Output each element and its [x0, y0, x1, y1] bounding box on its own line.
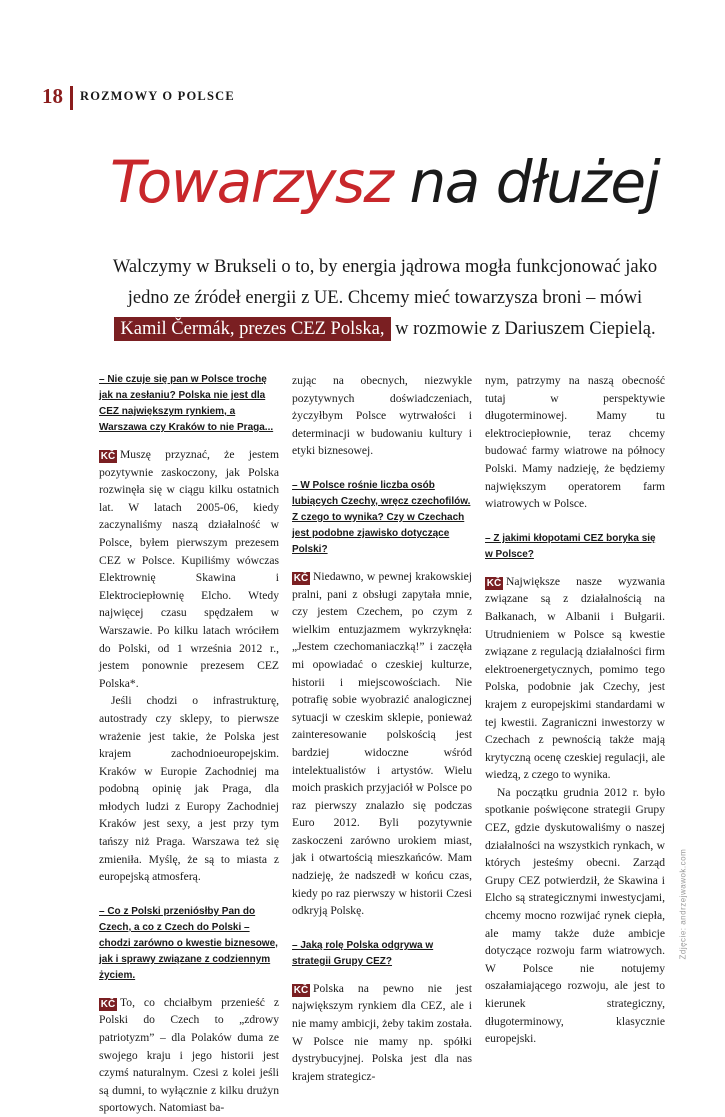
- photo-credit-text: Zdjęcie: andrzejwawok.com: [678, 848, 688, 960]
- answer-4-paragraph: [292, 980, 472, 1086]
- article-column-3: [485, 372, 665, 1048]
- column-gap: [485, 513, 665, 531]
- column-gap: [292, 920, 472, 938]
- answer-3-paragraph: [292, 568, 472, 920]
- headline-part-1: Towarzysz: [110, 148, 393, 216]
- answer-4-text: Polska na pewno nie jest największym rynkiem dla CEZ, ale i nie mamy ambicji, żeby takim została. W Polsce nie mamy np. spółki dystrybucyjnej. Polska jest dla nas krajem strategicz-: [292, 981, 472, 1083]
- lead-line-3-rest: w rozmowie z Dariuszem Ciepielą.: [390, 319, 656, 339]
- lead-line-1: Walczymy w Brukseli o to, by energia jądrowa mogła funkcjonować jako: [112, 257, 658, 277]
- question-5: – Z jakimi kłopotami CEZ boryka się w Polsce?: [485, 532, 656, 560]
- answer-1-paragraph-2: Jeśli chodzi o infrastrukturę, autostrady czy sklepy, to pierwsze wrażenie jest takie, że Polska jest krajem zachodnioeuropejskim. Kraków w Europie Zachodniej ma podobną opinię jak Praga, dla młodych ludzi z Europy Zachodniej Kraków jest sexy, a jest przy tym tańszy niż Praga. Warszawa też się zmieniła. Myślę, że są to miasta z europejską atmosferą.: [99, 694, 279, 884]
- header-divider: [70, 86, 73, 110]
- answer-1-paragraph-1: [99, 446, 279, 692]
- photo-credit: [676, 830, 688, 960]
- article-column-1: [99, 372, 279, 1117]
- page-header: [30, 82, 694, 112]
- answer-3-text: Niedawno, w pewnej krakowskiej pralni, pani z obsługi zapytała mnie, czy jestem Czechem, po czym z wielkim entuzjazmem wykrzyknęła: „Jestem czechomaniaczką!” i zaczęła mi opowiadać o czeskiej kulturze, historii i miejscowościach. Nie potrafię sobie wyobrazić analogicznej sytuacji w czeskim sklepie, ponieważ zainteresowanie polskością jest bardziej widoczne wśród intelektualistów i artystów. Wielu moich praskich przyjaciół w Polsce po raz pierwszy znalazło się podczas Euro 2012. Byli pozytywnie zaskoczeni zarówno urokiem miast, jak i otwartością mieszkańców. Mam nadzieję, że nadszedł w końcu czas, kiedy po raz pierwszy w historii Czesi odkryją Polskę.: [292, 569, 472, 918]
- speaker-badge: KČ: [293, 572, 309, 584]
- answer-2-paragraph: [99, 994, 279, 1117]
- speaker-badge: KČ: [293, 984, 309, 996]
- answer-1-text: Muszę przyznać, że jestem pozytywnie zaskoczony, jak Polska rozwinęła się w ciągu kilku ostatnich lat. W latach 2005-06, kiedy zaczynaliśmy naszą działalność w Polsce, byłem pierwszym prezesem CEZ w Polsce. Kupiliśmy wówczas Elektrownię Skawina i Elektrociepłownię Elcho. Wtedy najwięcej czasu spędzałem w Warszawie. Po kilku latach wróciłem do Polski, od 1 września 2012 r., jestem ponownie prezesem CEZ Polska*.: [99, 448, 279, 690]
- speaker-badge: KČ: [486, 577, 502, 589]
- speaker-badge: KČ: [100, 451, 116, 462]
- page-number: 18: [42, 84, 63, 108]
- question-4: – Jaką rolę Polska odgrywa w strategii Grupy CEZ?: [292, 939, 434, 967]
- answer-5-paragraph-2: Na początku grudnia 2012 r. było spotkanie poświęcone strategii Grupy CEZ, gdzie dyskutowaliśmy o naszej działalności na wszystkich rynkach, w których jesteśmy obecni. Zarząd Grupy CEZ potwierdził, że Skawina i Elcho są strategicznymi inwestycjami, chcemy mocno rozwijać rynek ciepła, ale mamy także duże ambicje dotyczące rozwoju farm wiatrowych. W Polsce nie notujemy oszałamiającego rozwoju, ale jest to kierunek strategiczny, długoterminowy, klasycznie europejski.: [485, 785, 665, 1046]
- question-2: – Co z Polski przeniósłby Pan do Czech, a co z Czech do Polski – chodzi zarówno o kwestie biznesowe, jak i sprawy związane z codziennym życiem.: [99, 905, 278, 981]
- answer-5-text: Największe nasze wyzwania związane są z działalnością na Bałkanach, w Albanii i Bułgarii. Utrudnieniem w Polsce są kwestie związane z regulacją działalności firm elektroenergetycznych, pomimo tego Polska, podobnie jak Czechy, jest krajem z europejskimi standardami w tej kwestii. Zagraniczni inwestorzy w Czechach z pewnością także mają krytyczną ocenę czeskiej regulacji, ale wiedzą, z czego to wynika.: [485, 574, 665, 782]
- article-lead: [90, 252, 680, 345]
- headline-part-2: na dłużej: [409, 148, 660, 216]
- column-3-continuation: nym, patrzymy na naszą obecność tutaj w perspektywie długoterminowej. Mamy tu elektrociepłownie, teraz chcemy budować farmy wiatrowe na północy Polski. Mamy nadzieję, że będziemy największym operatorem farm wiatrowych w Polsce.: [485, 374, 665, 511]
- column-gap: [99, 886, 279, 904]
- interviewee-highlight: Kamil Čermák, prezes CEZ Polska,: [114, 317, 390, 341]
- column-gap: [292, 460, 472, 478]
- answer-2-text: To, co chciałbym przenieść z Polski do Czech to „zdrowy patriotyzm” – dla Polaków duma ze swojego kraju i jego historii jest czymś naturalnym. Czesi z kolei jeśli są dumni, to wyłącznie z kilku drużyn sportowych. Natomiast ba-: [99, 995, 279, 1115]
- question-3: – W Polsce rośnie liczba osób lubiących Czechy, wręcz czechofilów. Z czego to wynika? Czy w Czechach jest podobne zjawisko dotyczące Polski?: [292, 479, 471, 555]
- column-2-continuation: zując na obecnych, niezwykle pozytywnych doświadczeniach, życzyłbym Polsce wytrwałości i determinacji w budowaniu kultury i etyki biznesowej.: [292, 374, 472, 458]
- lead-line-3: [90, 314, 680, 345]
- section-title: ROZMOWY O POLSCE: [80, 89, 235, 103]
- speaker-badge: KČ: [100, 998, 116, 1010]
- question-1: – Nie czuje się pan w Polsce trochę jak na zesłaniu? Polska nie jest dla CEZ największym rynkiem, a Warszawa czy Kraków to nie Praga...: [99, 374, 274, 433]
- answer-5-paragraph-1: [485, 573, 665, 784]
- article-column-2: [292, 372, 472, 1085]
- article-headline: [110, 146, 670, 218]
- lead-line-2: jedno ze źródeł energii z UE. Chcemy mieć towarzysza broni – mówi: [127, 288, 643, 308]
